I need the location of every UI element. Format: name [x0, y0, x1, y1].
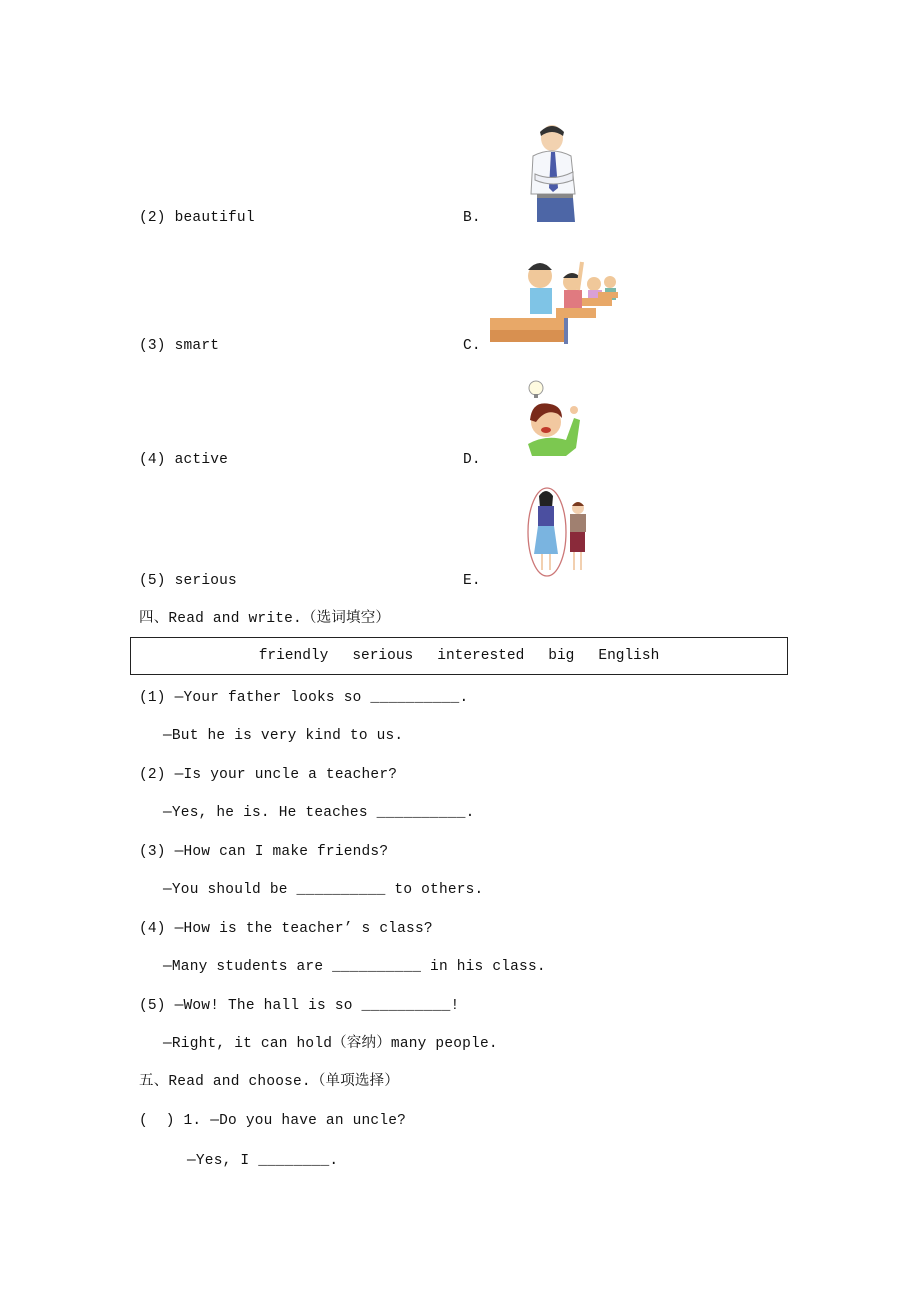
answer-3: —You should be __________ to others.: [163, 882, 484, 898]
word-bank-box: [130, 637, 788, 675]
matching-letter-d: D.: [463, 452, 481, 468]
word-bank-word: English: [598, 648, 660, 664]
answer-4: —Many students are __________ in his class.: [163, 959, 546, 975]
students-raising-hands-image: [486, 252, 622, 348]
word-bank-word: big: [548, 648, 575, 664]
matching-item-4-word: (4) active: [139, 452, 229, 468]
question-2: (2) —Is your uncle a teacher?: [139, 767, 398, 783]
matching-item-2-word: (2) beautiful: [139, 210, 255, 226]
choice-answer-1: —Yes, I ________.: [187, 1153, 339, 1169]
matching-item-3-word: (3) smart: [139, 338, 220, 354]
choice-question-1: ( ) 1. —Do you have an uncle?: [139, 1113, 407, 1129]
word-bank-word: serious: [352, 648, 414, 664]
two-women-one-circled-image: [524, 486, 594, 580]
section-4-heading: 四、Read and write.（选词填空）: [139, 611, 391, 627]
answer-5: —Right, it can hold（容纳）many people.: [163, 1036, 498, 1052]
question-3: (3) —How can I make friends?: [139, 844, 389, 860]
section-5-heading: 五、Read and choose.（单项选择）: [139, 1074, 400, 1090]
question-5: (5) —Wow! The hall is so __________!: [139, 998, 460, 1014]
boy-with-idea-lightbulb-image: [522, 376, 584, 460]
matching-letter-c: C.: [463, 338, 481, 354]
answer-2: —Yes, he is. He teaches __________.: [163, 805, 475, 821]
word-bank-word: friendly: [258, 648, 329, 664]
matching-letter-b: B.: [463, 210, 481, 226]
matching-item-5-word: (5) serious: [139, 573, 237, 589]
man-arms-crossed-image: [525, 122, 581, 224]
answer-1: —But he is very kind to us.: [163, 728, 404, 744]
word-bank-word: interested: [437, 648, 525, 664]
question-4: (4) —How is the teacher’ s class?: [139, 921, 433, 937]
matching-letter-e: E.: [463, 573, 481, 589]
question-1: (1) —Your father looks so __________.: [139, 690, 469, 706]
